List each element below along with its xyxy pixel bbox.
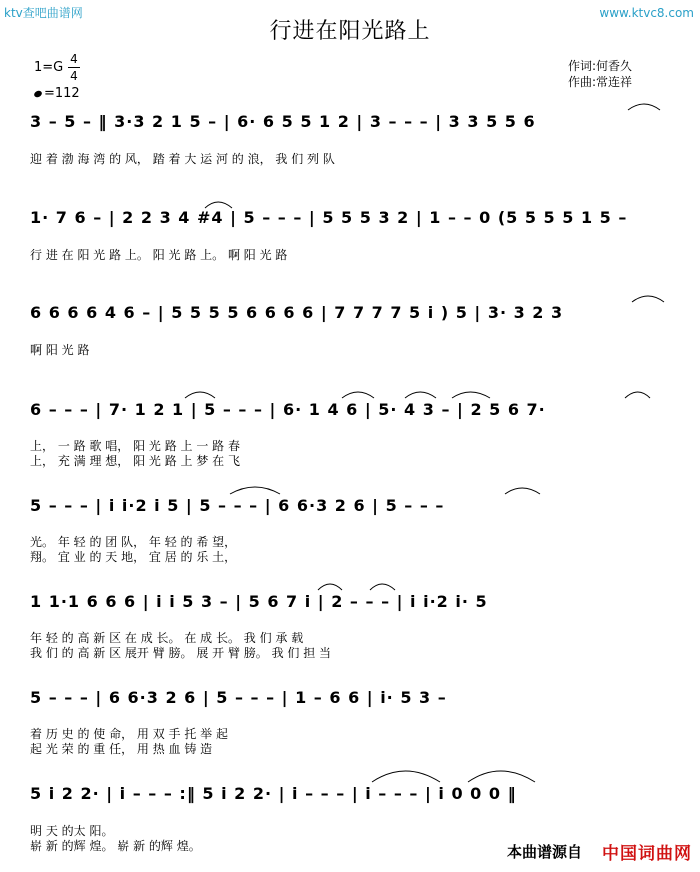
watermark-right[interactable]: www.ktvc8.com [599,6,694,20]
slur-arc [468,771,535,782]
time-signature-bottom: 4 [70,69,78,83]
lyricist-credit: 作词:何香久 [568,59,633,73]
footer-brand-link[interactable]: 中国词曲网 [602,844,692,864]
lyrics-row-7-verse-1: 着 历 史 的 使 命， 用 双 手 托 举 起 [30,727,228,741]
key-signature: 1=G [34,60,64,75]
footer-source-label: 本曲谱源自 [506,843,582,861]
notation-row-4: 6 – – – | 7· 1 2 1 | 5 – – – | 6· 1 4 6 | 5· 4 3 – | 2 5 6 7· [30,400,546,419]
slur-arc [372,771,440,782]
lyrics-row-7-verse-2: 起 光 荣 的 重 任， 用 热 血 铸 造 [30,742,213,756]
slur-arc [405,392,436,398]
slur-arc [505,488,540,494]
notation-row-2: 1· 7 6 – | 2 2 3 4 #4 | 5 – – – | 5 5 5 3 2 | 1 – – 0 (5 5 5 5 1 5 – [30,208,628,227]
slur-arc [625,392,650,398]
slur-arc [632,296,664,302]
notation-row-1: 3 – 5 – ‖ 3·3 2 1 5 – | 6· 6 5 5 1 2 | 3 – – – | 3 3 5 5 6 [30,112,536,131]
lyrics-row-3-verse-1: 啊 阳 光 路 [30,343,90,357]
lyrics-row-6-verse-1: 年 轻 的 高 新 区 在 成 长。 在 成 长。 我 们 承 载 [30,631,304,645]
time-signature [68,52,80,83]
slur-arc [318,584,342,590]
slur-arc [185,392,215,398]
time-signature-top: 4 [70,52,78,66]
lyrics-row-2-verse-1: 行 进 在 阳 光 路 上。 阳 光 路 上。 啊 阳 光 路 [30,248,288,262]
song-title: 行进在阳光路上 [269,19,431,44]
lyrics-row-5-verse-2: 翔。 宜 业 的 天 地， 宜 居 的 乐 土， [30,550,237,564]
lyrics-row-6-verse-2: 我 们 的 高 新 区 展开 臂 膀。 展 开 臂 膀。 我 们 担 当 [30,646,332,660]
lyrics-row-5-verse-1: 光。 年 轻 的 团 队， 年 轻 的 希 望， [30,535,237,549]
notation-row-8: 5 i 2 2· | i – – – :‖ 5 i 2 2· | i – – – | i – – – | i 0 0 0 ‖ [30,784,517,803]
notation-row-6: 1 1·1 6 6 6 | i i 5 3 – | 5 6 7 i | 2 – – – | i i·2 i· 5 [30,592,488,611]
notation-row-3: 6 6 6 6 4 6 – | 5 5 5 5 6 6 6 6 | 7 7 7 7 5 i ) 5 | 3· 3 2 3 [30,303,564,322]
lyrics-row-8-verse-2: 崭 新 的辉 煌。 崭 新 的辉 煌。 [30,839,201,853]
slur-arc [370,584,395,590]
slur-arc [628,104,660,110]
quarter-note-icon [33,89,43,98]
lyrics-row-4-verse-1: 上， 一 路 歌 唱， 阳 光 路 上 一 路 春 [30,439,240,453]
watermark-left: ktv查吧曲谱网 [4,6,83,20]
time-signature-divider [68,67,80,68]
tempo-marking [34,86,80,101]
slur-arc [342,392,374,398]
notation-row-5: 5 – – – | i i·2 i 5 | 5 – – – | 6 6·3 2 6 | 5 – – – [30,496,445,515]
tempo-value: =112 [44,86,80,101]
slur-arc [452,392,490,398]
lyrics-row-4-verse-2: 上， 充 满 理 想， 阳 光 路 上 梦 在 飞 [30,454,240,468]
lyrics-row-1-verse-1: 迎 着 渤 海 湾 的 风， 踏 着 大 运 河 的 浪， 我 们 列 队 [30,152,335,166]
lyrics-row-8-verse-1: 明 天 的太 阳。 [30,824,114,838]
composer-credit: 作曲:常连祥 [568,75,633,89]
notation-row-7: 5 – – – | 6 6·3 2 6 | 5 – – – | 1 – 6 6 | i· 5 3 – [30,688,447,707]
slur-arc [230,487,280,494]
